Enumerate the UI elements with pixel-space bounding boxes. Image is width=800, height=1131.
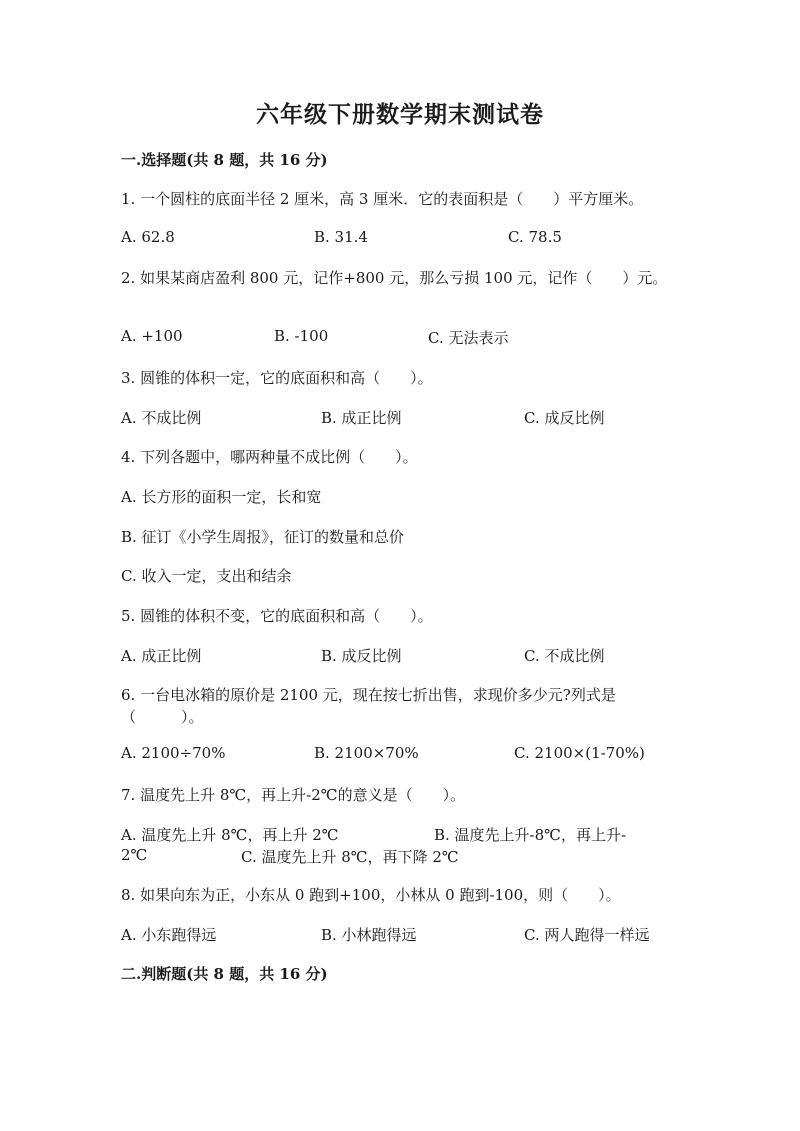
question-2-option-a: A. +100 <box>121 327 183 345</box>
question-6-stem-line-1: 6. 一台电冰箱的原价是 2100 元，现在按七折出售，求现价多少元?列式是 <box>121 686 616 704</box>
question-1-option-a: A. 62.8 <box>121 228 175 246</box>
question-2-option-c: C. 无法表示 <box>428 329 509 347</box>
question-2-option-b: B. -100 <box>274 327 329 345</box>
question-8-stem: 8. 如果向东为正，小东从 0 跑到+100，小林从 0 跑到-100，则（ ）。 <box>121 886 621 904</box>
question-4-option-b: B. 征订《小学生周报》，征订的数量和总价 <box>121 528 405 546</box>
question-7-option-b: B. 温度先上升-8℃，再上升- <box>434 826 627 844</box>
section-heading-choice: 一.选择题(共 8 题，共 16 分) <box>121 151 328 169</box>
question-5-option-b: B. 成反比例 <box>321 647 402 665</box>
question-4-stem: 4. 下列各题中，哪两种量不成比例（ ）。 <box>121 448 418 466</box>
question-7-stem: 7. 温度先上升 8℃，再上升-2℃的意义是（ ）。 <box>121 786 466 804</box>
question-3-option-a: A. 不成比例 <box>121 409 202 427</box>
question-4-option-c: C. 收入一定，支出和结余 <box>121 567 292 585</box>
question-1-option-c: C. 78.5 <box>508 228 562 246</box>
question-3-option-c: C. 成反比例 <box>524 409 605 427</box>
question-2-stem: 2. 如果某商店盈利 800 元，记作+800 元，那么亏损 100 元，记作（ ）元。 <box>121 269 668 287</box>
question-8-option-c: C. 两人跑得一样远 <box>524 926 650 944</box>
question-6-option-b: B. 2100×70% <box>314 744 419 762</box>
question-8-option-a: A. 小东跑得远 <box>121 926 217 944</box>
question-1-option-b: B. 31.4 <box>314 228 368 246</box>
question-7-option-a: A. 温度先上升 8℃，再上升 2℃ <box>121 826 339 844</box>
question-4-option-a: A. 长方形的面积一定，长和宽 <box>121 488 322 506</box>
question-3-stem: 3. 圆锥的体积一定，它的底面积和高（ ）。 <box>121 369 433 387</box>
question-3-option-b: B. 成正比例 <box>321 409 402 427</box>
page-title: 六年级下册数学期末测试卷 <box>256 101 544 128</box>
question-1-stem: 1. 一个圆柱的底面半径 2 厘米，高 3 厘米．它的表面积是（ ）平方厘米。 <box>121 190 644 208</box>
question-7-option-b-cont: 2℃ <box>121 846 148 864</box>
question-7-option-c: C. 温度先上升 8℃，再下降 2℃ <box>241 848 459 866</box>
section-heading-judgment: 二.判断题(共 8 题，共 16 分) <box>121 965 328 983</box>
question-5-stem: 5. 圆锥的体积不变，它的底面积和高（ ）。 <box>121 607 433 625</box>
question-6-option-c: C. 2100×(1-70%) <box>514 744 645 762</box>
question-5-option-a: A. 成正比例 <box>121 647 202 665</box>
question-6-stem-line-2: （ ）。 <box>121 708 204 726</box>
question-5-option-c: C. 不成比例 <box>524 647 605 665</box>
question-8-option-b: B. 小林跑得远 <box>321 926 417 944</box>
question-6-option-a: A. 2100÷70% <box>121 744 226 762</box>
